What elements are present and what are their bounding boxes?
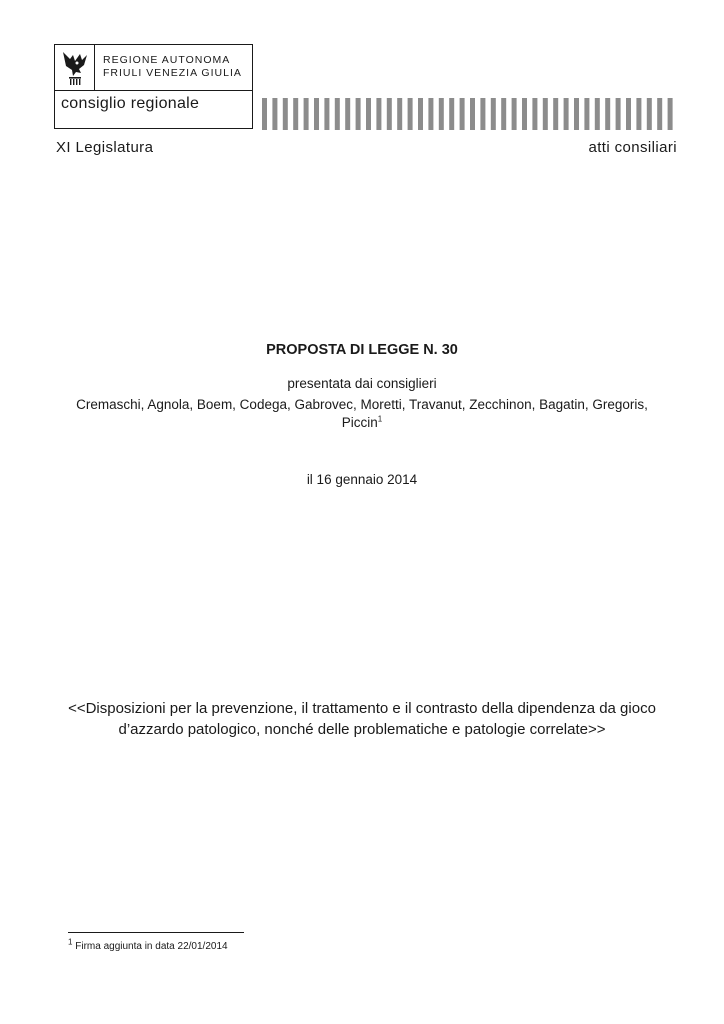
signatory-last: Piccin	[341, 415, 378, 430]
signatories-last-line	[40, 414, 684, 432]
institution-logo	[54, 44, 253, 129]
decorative-bar	[657, 98, 662, 130]
document-subject	[52, 698, 672, 740]
decorative-bar	[668, 98, 673, 130]
decorative-bar	[449, 98, 454, 130]
decorative-bar	[324, 98, 329, 130]
decorative-bar	[501, 98, 506, 130]
decorative-bar	[335, 98, 340, 130]
decorative-bar	[345, 98, 350, 130]
logo-top-row	[55, 45, 252, 91]
decorative-bar	[356, 98, 361, 130]
document-date: il 16 gennaio 2014	[306, 472, 418, 487]
decorative-bar	[439, 98, 444, 130]
decorative-bar	[262, 98, 267, 130]
decorative-bar	[574, 98, 579, 130]
region-line-2: FRIULI VENEZIA GIULIA	[103, 67, 242, 79]
decorative-bar	[283, 98, 288, 130]
signatories-list: Cremaschi, Agnola, Boem, Codega, Gabrovec, Moretti, Travanut, Zecchinon, Bagatin, Gregoris,	[76, 397, 648, 412]
presented-by: presentata dai consiglieri	[287, 376, 437, 391]
decorative-bar	[605, 98, 610, 130]
subject-line-1: <<Disposizioni per la prevenzione, il trattamento e il contrasto della dipendenza da gioco	[68, 700, 656, 717]
decorative-bar	[304, 98, 309, 130]
footnote-divider	[68, 932, 244, 933]
decorative-bar	[460, 98, 465, 130]
section-label: atti consiliari	[588, 139, 677, 156]
decorative-bar	[470, 98, 475, 130]
decorative-bars	[262, 98, 678, 130]
decorative-bar	[376, 98, 381, 130]
decorative-bar	[584, 98, 589, 130]
legislature-label: XI Legislatura	[56, 139, 154, 156]
decorative-bar	[428, 98, 433, 130]
decorative-bar	[647, 98, 652, 130]
decorative-bar	[491, 98, 496, 130]
decorative-bar	[532, 98, 537, 130]
decorative-bar	[636, 98, 641, 130]
decorative-bar	[418, 98, 423, 130]
decorative-bar	[564, 98, 569, 130]
region-name	[103, 54, 242, 80]
council-name: consiglio regionale	[61, 95, 200, 112]
decorative-bar	[616, 98, 621, 130]
decorative-bar	[366, 98, 371, 130]
document-title: PROPOSTA DI LEGGE N. 30	[266, 342, 458, 358]
decorative-bar	[553, 98, 558, 130]
decorative-bar	[480, 98, 485, 130]
footnote-marker: 1	[68, 937, 73, 947]
decorative-bar	[314, 98, 319, 130]
decorative-bar	[272, 98, 277, 130]
footnote	[68, 937, 228, 952]
decorative-bar	[408, 98, 413, 130]
signatories	[40, 396, 684, 432]
decorative-bar	[397, 98, 402, 130]
decorative-bar	[595, 98, 600, 130]
footnote-reference: 1	[377, 414, 383, 424]
decorative-bar	[626, 98, 631, 130]
decorative-bar	[293, 98, 298, 130]
subject-line-2: d’azzardo patologico, nonché delle problematiche e patologie correlate>>	[118, 721, 606, 738]
decorative-bar	[522, 98, 527, 130]
eagle-icon	[55, 45, 95, 90]
region-line-1: REGIONE AUTONOMA	[103, 54, 231, 66]
decorative-bar	[543, 98, 548, 130]
footnote-text: Firma aggiunta in data 22/01/2014	[75, 941, 228, 952]
decorative-bar	[512, 98, 517, 130]
decorative-bar	[387, 98, 392, 130]
